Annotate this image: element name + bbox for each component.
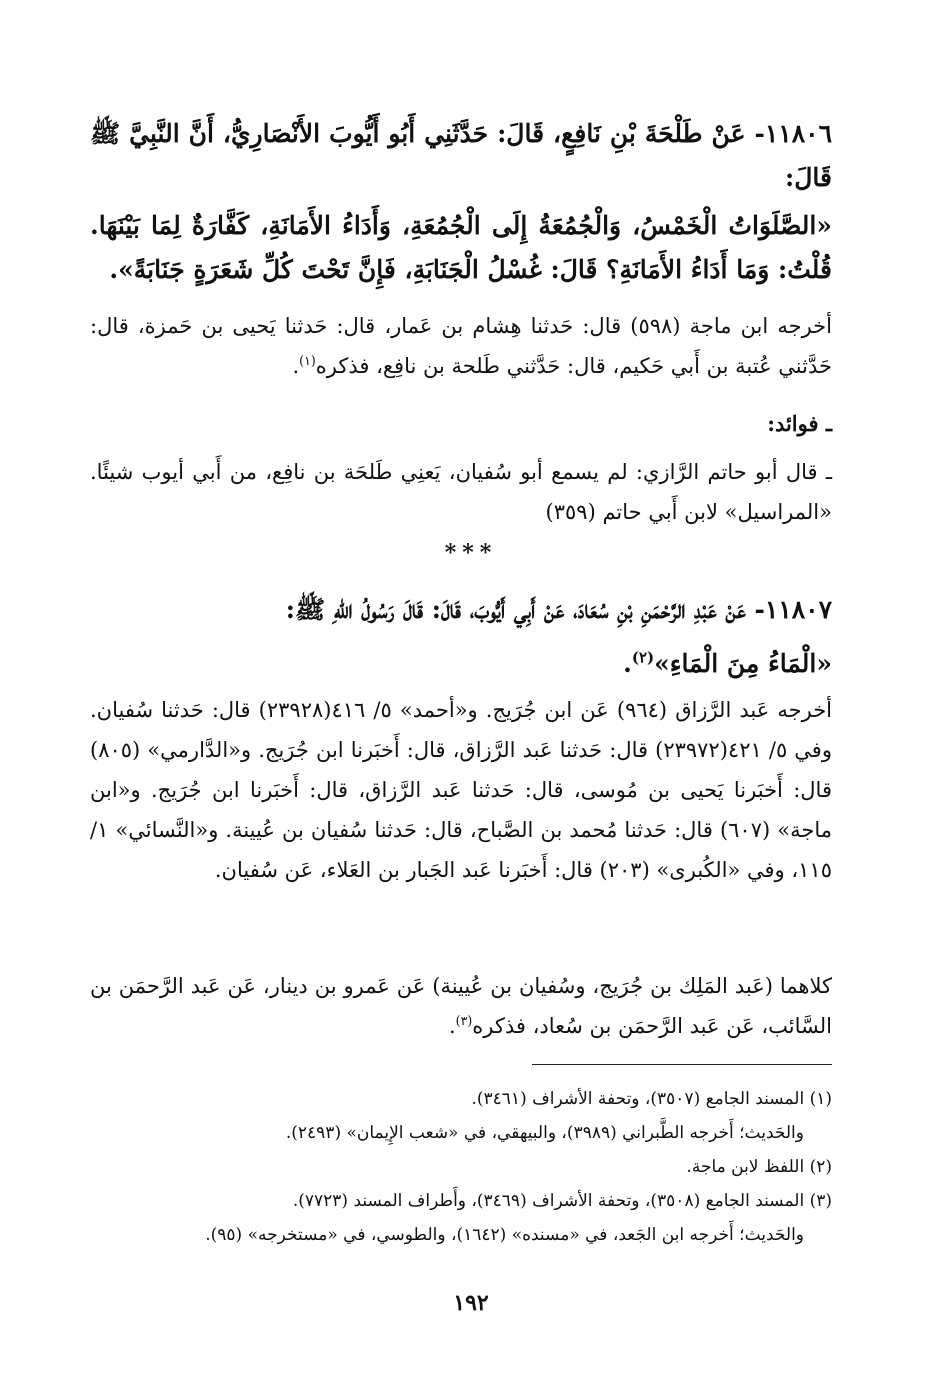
page-number: ١٩٢ — [453, 1290, 489, 1316]
hadith-1806-matn: «الصَّلَوَاتُ الْخَمْسُ، وَالْجُمُعَةُ إِلَى الْجُمُعَةِ، وَأَدَاءُ الأَمَانَةِ، كَفَّارَةٌ لِمَا بَيْنَهَا. قُلْتُ: وَمَا أَدَاءُ الأَمَانَةِ؟ قَالَ: غُسْلُ الْجَنَابَةِ، فَإِنَّ تَحْتَ كُلِّ شَعَرَةٍ جَنَابَةً». — [90, 211, 832, 284]
hadith-1807-isnad: ١١٨٠٧- عَنْ عَبْدِ الرَّحْمَنِ بْنِ سُعَادَ، عَنْ أَبِي أَيُّوبَ، قَالَ: قَالَ رَسُولُ اللهِ ﷺ: — [285, 595, 832, 624]
takhrij-text: أخرجه ابن ماجة (٥٩٨) قال: حَدثنا هِشام بن عَمار، قال: حَدثنا يَحيى بن حَمزة، قال: حَدَّثني عُتبة بن أَبي حَكيم، قال: حَدَّثني طَلحة بن نافِع، فذكره — [90, 314, 832, 378]
hadith-1806-takhrij: أخرجه ابن ماجة (٥٩٨) قال: حَدثنا هِشام بن عَمار، قال: حَدثنا يَحيى بن حَمزة، قال: حَدَّثني عُتبة بن أَبي حَكيم، قال: حَدَّثني طَلحة بن نافِع، فذكره$^{(١)}$. — [90, 314, 832, 378]
hadith-1807-takhrij-2: كلاهما (عَبد المَلِك بن جُرَيج، وسُفيان بن عُيينة) عَن عَمرو بن دينار، عَن عَبد الرَّحمَن بن السَّائب، عَن عَبد الرَّحمَن بن سُعاد، فذكره$^{(٣)}$. — [90, 974, 832, 1038]
footnote-3: (٣) المسند الجامع (٣٥٠٨)، وتحفة الأشراف (٣٤٦٩)، وأَطراف المسند (٧٧٢٣). — [292, 1191, 832, 1211]
matn-text: «الْمَاءُ مِنَ الْمَاءِ» — [654, 649, 832, 678]
footnote-3-continued: والحَديث؛ أَخرجه ابن الجَعد، في «مسنده» (١٦٤٢)، والطوسي، في «مستخرجه» (٩٥). — [205, 1225, 804, 1245]
hadith-1806-isnad: ١١٨٠٦- عَنْ طَلْحَةَ بْنِ نَافِعٍ، قَالَ: حَدَّثَنِي أَبُو أَيُّوبَ الأَنْصَارِيُّ، أَنَّ النَّبِيَّ ﷺ قَالَ: — [90, 119, 832, 192]
fawaid-heading: ـ فوائد: — [767, 411, 832, 436]
footnote-ref-3: (٣) — [455, 1013, 473, 1028]
footnote-divider — [532, 1064, 832, 1065]
hadith-1807-matn: «الْمَاءُ مِنَ الْمَاءِ»$^{(٢)}$. — [623, 648, 832, 678]
footnote-ref-1: (١) — [299, 353, 316, 368]
footnote-1-continued: والحَديث؛ أَخرجه الطَّبراني (٣٩٨٩)، والبيهقي، في «شعب الإِيمان» (٢٤٩٣). — [285, 1123, 804, 1143]
footnote-1: (١) المسند الجامع (٣٥٠٧)، وتحفة الأشراف (٣٤٦١). — [471, 1089, 832, 1109]
footnote-ref-2: (٢) — [631, 648, 655, 667]
hadith-1807-takhrij-1: أخرجه عَبد الرَّزاق (٩٦٤) عَن ابن جُرَيج. و«أحمد» ٥/ ٤١٦(٢٣٩٢٨) قال: حَدثنا سُفيان. وفي ٥/ ٤٢١(٢٣٩٧٢) قال: حَدثنا عَبد الرَّزاق، قال: أَخبَرنا ابن جُرَيج. و«الدَّارمي» (٨٠٥) قال: أَخبَرنا يَحيى بن مُوسى، قال: حَدثنا عَبد الرَّزاق، قال: أَخبَرنا ابن جُرَيج. و«ابن ماجة» (٦٠٧) قال: حَدثنا مُحمد بن الصَّباح، قال: حَدثنا سُفيان بن عُيينة. و«النَّسائي» ١/ ١١٥، وفي «الكُبرى» (٢٠٣) قال: أَخبَرنا عَبد الجَبار بن العَلاء، عَن سُفيان. — [90, 698, 833, 882]
takhrij-2-text: كلاهما (عَبد المَلِك بن جُرَيج، وسُفيان بن عُيينة) عَن عَمرو بن دينار، عَن عَبد الرَّحمَن بن السَّائب، عَن عَبد الرَّحمَن بن سُعاد، فذكره — [90, 974, 832, 1038]
footnotes — [90, 1082, 832, 1252]
fawaid-text: ـ قال أبو حاتم الرَّازي: لم يسمع أبو سُفيان، يَعنِي طَلحَة بن نافِع، من أَبي أيوب شيئًا. «المراسيل» لابن أَبي حاتم (٣٥٩) — [90, 460, 832, 524]
section-separator: *** — [444, 540, 498, 566]
footnote-2: (٢) اللفظ لابن ماجة. — [686, 1157, 832, 1177]
